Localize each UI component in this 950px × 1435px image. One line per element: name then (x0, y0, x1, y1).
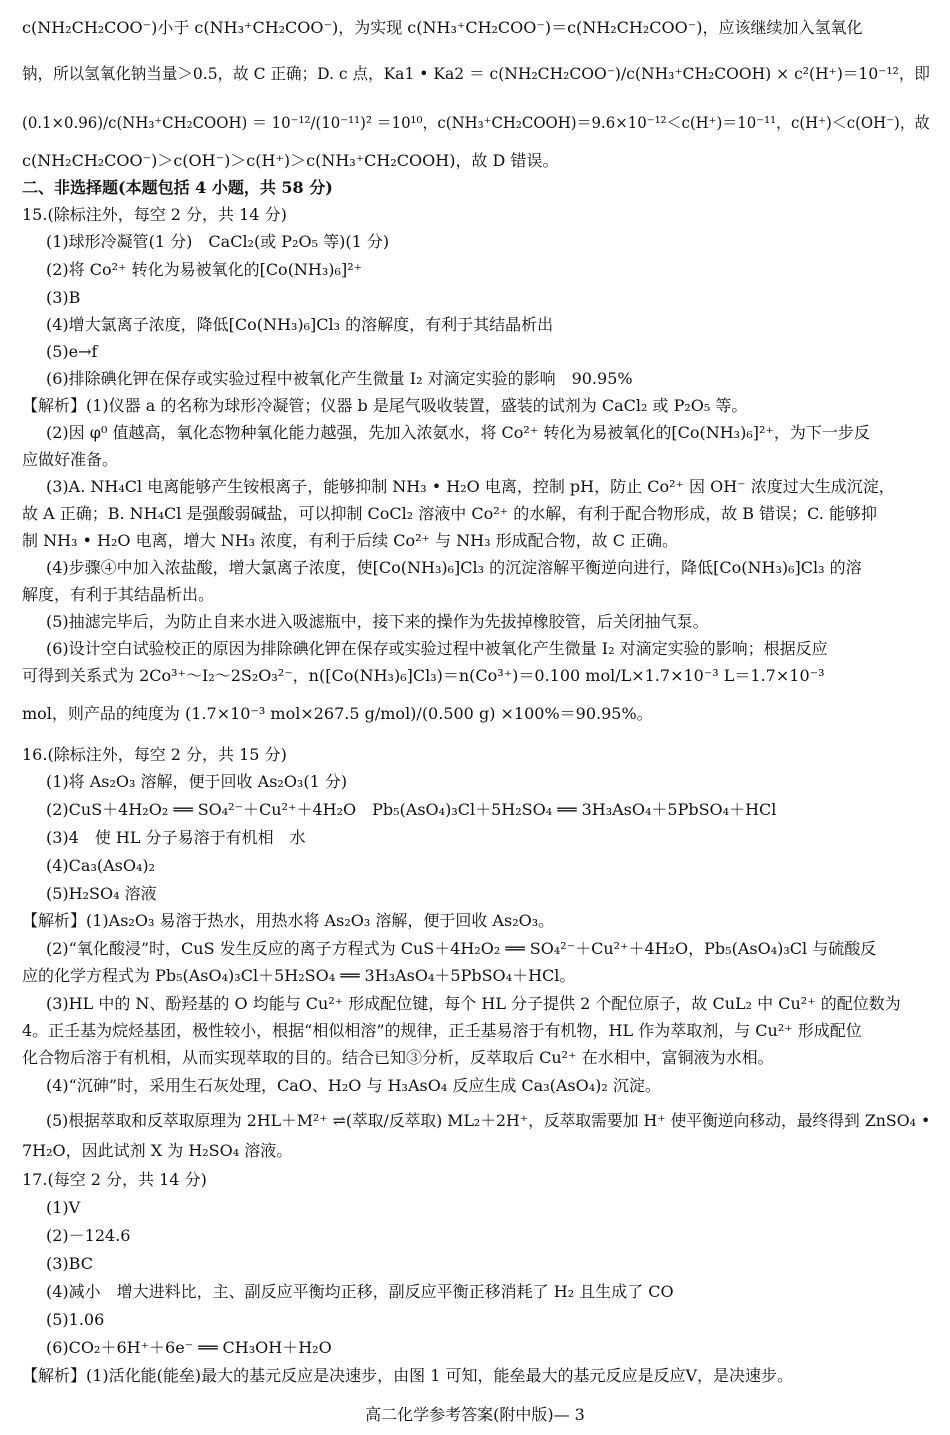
analysis-line: (2)因 φ⁰ 值越高，氧化态物种氧化能力越强，先加入浓氨水，将 Co²⁺ 转化为易被氧化的[Co(NH₃)₆]²⁺，为下一步反 (46, 423, 870, 442)
analysis-line: 故 A 正确；B. NH₄Cl 是强酸弱碱盐，可以抑制 CoCl₂ 溶液中 Co²⁺ 的水解，有利于配合物形成，故 B 错误；C. 能够抑 (22, 504, 877, 523)
section-heading: 二、非选择题(本题包括 4 小题，共 58 分) (22, 178, 333, 197)
answer-line: (4)Ca₃(AsO₄)₂ (46, 856, 156, 875)
answer-line: (3)BC (46, 1254, 93, 1273)
answer-line: (1)球形冷凝管(1 分) CaCl₂(或 P₂O₅ 等)(1 分) (46, 232, 390, 251)
analysis-line: 应做好准备。 (22, 450, 119, 469)
analysis-line: (6)设计空白试验校正的原因为排除碘化钾在保存或实验过程中被氧化产生微量 I₂ 对滴定实验的影响；根据反应 (46, 639, 828, 658)
analysis-line: 【解析】(1)仪器 a 的名称为球形冷凝管；仪器 b 是尾气吸收装置，盛装的试剂为 CaCl₂ 或 P₂O₅ 等。 (22, 396, 748, 415)
answer-line: (2)－124.6 (46, 1226, 131, 1245)
analysis-line: 4。正壬基为烷烃基团，极性较小，根据“相似相溶”的规律，正壬基易溶于有机物，HL 作为萃取剂，与 Cu²⁺ 形成配位 (22, 1021, 862, 1040)
answer-line: (3)4 使 HL 分子易溶于有机相 水 (46, 828, 306, 847)
analysis-line: 化合物后溶于有机相，从而实现萃取的目的。结合已知③分析，反萃取后 Cu²⁺ 在水相中，富铜液为水相。 (22, 1048, 774, 1067)
analysis-line: (5)抽滤完毕后，为防止自来水进入吸滤瓶中，接下来的操作为先拔掉橡胶管，后关闭抽气泵。 (46, 612, 709, 631)
answer-line: (5)e→f (46, 342, 98, 361)
analysis-line: (4)“沉砷”时，采用生石灰处理，CaO、H₂O 与 H₃AsO₄ 反应生成 Ca₃(AsO₄)₂ 沉淀。 (46, 1076, 661, 1095)
question-heading: 15.(除标注外，每空 2 分，共 14 分) (22, 205, 287, 224)
answer-line: (6)CO₂＋6H⁺＋6e⁻ ══ CH₃OH＋H₂O (46, 1338, 332, 1357)
analysis-line: (4)步骤④中加入浓盐酸，增大氯离子浓度，使[Co(NH₃)₆]Cl₃ 的沉淀溶解平衡逆向进行，降低[Co(NH₃)₆]Cl₃ 的溶 (46, 558, 862, 577)
analysis-line: 【解析】(1)As₂O₃ 易溶于热水，用热水将 As₂O₃ 溶解，便于回收 As₂O₃。 (22, 911, 555, 930)
text-line: c(NH₂CH₂COO⁻)＞c(OH⁻)＞c(H⁺)＞c(NH₃⁺CH₂COOH)，故 D 错误。 (22, 151, 559, 170)
answer-line: (2)将 Co²⁺ 转化为易被氧化的[Co(NH₃)₆]²⁺ (46, 260, 363, 279)
analysis-line: 应的化学方程式为 Pb₅(AsO₄)₃Cl＋5H₂SO₄ ══ 3H₃AsO₄＋5PbSO₄＋HCl。 (22, 966, 576, 985)
text-line: (0.1×0.96)/c(NH₃⁺CH₂COOH) ＝ 10⁻¹²/(10⁻¹¹)² ＝10¹⁰，c(NH₃⁺CH₂COOH)＝9.6×10⁻¹²＜c(H⁺)＝10⁻¹¹，c(H⁺)＜c(OH⁻)，故 (22, 113, 930, 132)
analysis-line: (2)“氧化酸浸”时，CuS 发生反应的离子方程式为 CuS＋4H₂O₂ ══ SO₄²⁻＋Cu²⁺＋4H₂O，Pb₅(AsO₄)₃Cl 与硫酸反 (46, 939, 877, 958)
analysis-line: (3)A. NH₄Cl 电离能够产生铵根离子，能够抑制 NH₃ • H₂O 电离，控制 pH，防止 Co²⁺ 因 OH⁻ 浓度过大生成沉淀， (46, 477, 895, 496)
answer-line: (6)排除碘化钾在保存或实验过程中被氧化产生微量 I₂ 对滴定实验的影响 90.95% (46, 369, 633, 388)
analysis-line: 7H₂O，因此试剂 X 为 H₂SO₄ 溶液。 (22, 1141, 293, 1160)
text-line: 钠，所以氢氧化钠当量＞0.5，故 C 正确；D. c 点，Ka1 • Ka2 ＝ c(NH₂CH₂COO⁻)/c(NH₃⁺CH₂COOH) × c²(H⁺)＝10⁻¹²，即 (22, 64, 930, 83)
answer-line: (4)减小 增大进料比，主、副反应平衡均正移，副反应平衡正移消耗了 H₂ 且生成了 CO (46, 1282, 674, 1301)
answer-line: (4)增大氯离子浓度，降低[Co(NH₃)₆]Cl₃ 的溶解度，有利于其结晶析出 (46, 315, 554, 334)
answer-line: (5)1.06 (46, 1310, 105, 1329)
answer-line: (1)将 As₂O₃ 溶解，便于回收 As₂O₃(1 分) (46, 772, 348, 791)
analysis-line: 可得到关系式为 2Co³⁺～I₂～2S₂O₃²⁻，n([Co(NH₃)₆]Cl₃)＝n(Co³⁺)＝0.100 mol/L×1.7×10⁻³ L＝1.7×10⁻³ (22, 666, 825, 685)
analysis-line: 【解析】(1)活化能(能垒)最大的基元反应是决速步，由图 1 可知，能垒最大的基元反应是反应Ⅴ，是决速步。 (22, 1366, 794, 1385)
answer-line: (3)B (46, 288, 81, 307)
text-line: c(NH₂CH₂COO⁻)小于 c(NH₃⁺CH₂COO⁻)，为实现 c(NH₃⁺CH₂COO⁻)＝c(NH₂CH₂COO⁻)，应该继续加入氢氧化 (22, 18, 863, 37)
analysis-line: (5)根据萃取和反萃取原理为 2HL＋M²⁺ ⇌(萃取/反萃取) ML₂＋2H⁺，反萃取需要加 H⁺ 使平衡逆向移动，最终得到 ZnSO₄ • (46, 1111, 931, 1130)
question-heading: 17.(每空 2 分，共 14 分) (22, 1170, 207, 1189)
page-footer: 高二化学参考答案(附中版)— 3 (365, 1405, 585, 1424)
answer-line: (1)Ⅴ (46, 1198, 81, 1217)
analysis-line: mol，则产品的纯度为 (1.7×10⁻³ mol×267.5 g/mol)/(0.500 g) ×100%＝90.95%。 (22, 704, 653, 723)
analysis-line: 制 NH₃ • H₂O 电离，增大 NH₃ 浓度，有利于后续 Co²⁺ 与 NH₃ 形成配合物，故 C 正确。 (22, 531, 679, 550)
analysis-line: 解度，有利于其结晶析出。 (22, 585, 215, 604)
analysis-line: (3)HL 中的 N、酚羟基的 O 均能与 Cu²⁺ 形成配位键，每个 HL 分子提供 2 个配位原子，故 CuL₂ 中 Cu²⁺ 的配位数为 (46, 994, 901, 1013)
answer-line: (5)H₂SO₄ 溶液 (46, 884, 157, 903)
answer-line: (2)CuS＋4H₂O₂ ══ SO₄²⁻＋Cu²⁺＋4H₂O Pb₅(AsO₄)₃Cl＋5H₂SO₄ ══ 3H₃AsO₄＋5PbSO₄＋HCl (46, 800, 777, 819)
question-heading: 16.(除标注外，每空 2 分，共 15 分) (22, 745, 287, 764)
